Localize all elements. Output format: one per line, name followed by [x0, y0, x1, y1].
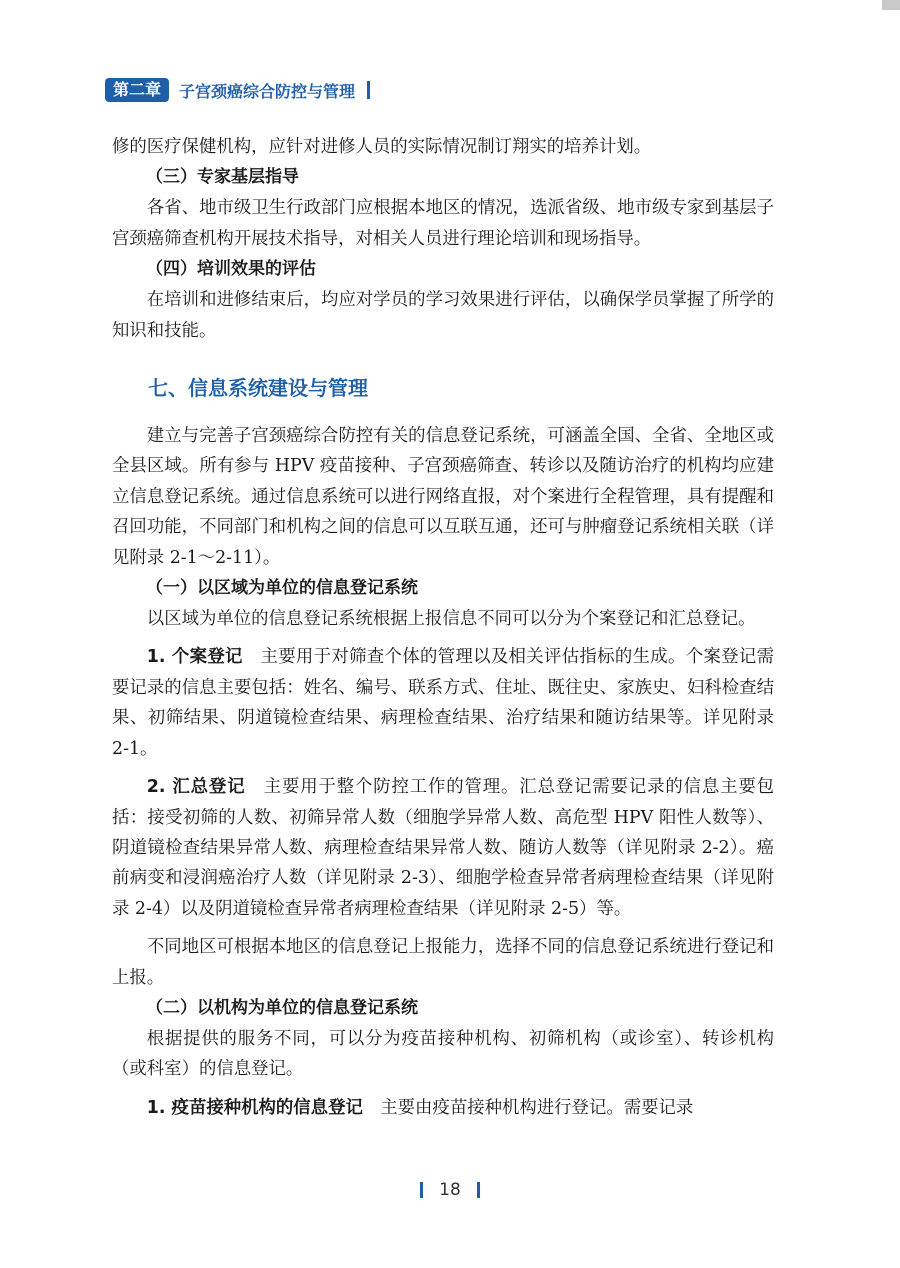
paragraph-regional-choice: 不同地区可根据本地区的信息登记上报能力，选择不同的信息登记系统进行登记和上报。 — [112, 937, 774, 988]
subheading-regional-system: （一）以区域为单位的信息登记系统 — [146, 578, 418, 599]
page-footer — [0, 1180, 900, 1200]
paragraph-training-evaluation: 在培训和进修结束后，均应对学员的学习效果进行评估，以确保学员掌握了所学的知识和技能。 — [112, 290, 774, 341]
text-vaccination-registration: 主要由疫苗接种机构进行登记。需要记录 — [380, 1097, 694, 1118]
subheading-expert-guidance: （三）专家基层指导 — [146, 167, 299, 188]
page-body — [112, 132, 774, 1123]
term-summary-registration: 2. 汇总登记 — [146, 777, 246, 798]
footer-bar-right — [477, 1182, 480, 1198]
chapter-title: 子宫颈癌综合防控与管理 — [179, 81, 356, 101]
paragraph-information-system: 建立与完善子宫颈癌综合防控有关的信息登记系统，可涵盖全国、全省、全地区或全县区域。所有参与 HPV 疫苗接种、子宫颈癌筛查、转诊以及随访治疗的机构均应建立信息登记系统。通过信息系统可以进行网络直报，对个案进行全程管理，具有提醒和召回功能，不同部门和机构之间的信息可以互联互通，还可与肿瘤登记系统相关联（详见附录 2-1～2-11）。 — [112, 426, 774, 568]
footer-bar-left — [420, 1182, 423, 1198]
text-summary-registration: 主要用于整个防控工作的管理。汇总登记需要记录的信息主要包括：接受初筛的人数、初筛异常人数（细胞学异常人数、高危型 HPV 阳性人数等）、阴道镜检查结果异常人数、病理检查结果异常人数、随访人数等（详见附录 2-2）。癌前病变和浸润癌治疗人数（详见附录 2-3）、细胞学检查异常者病理检查结果（详见附录 2-4）以及阴道镜检查异常者病理检查结果（详见附录 2-5）等。 — [112, 777, 774, 919]
page-number: 18 — [439, 1180, 461, 1200]
subheading-institution-system: （二）以机构为单位的信息登记系统 — [146, 997, 418, 1018]
paragraph-summary-registration — [112, 772, 774, 924]
page-corner-mark — [882, 0, 900, 10]
paragraph-continuation: 修的医疗保健机构，应针对进修人员的实际情况制订翔实的培养计划。 — [112, 137, 652, 157]
paragraph-expert-guidance: 各省、地市级卫生行政部门应根据本地区的情况，选派省级、地市级专家到基层子宫颈癌筛查机构开展技术指导，对相关人员进行理论培训和现场指导。 — [112, 198, 774, 249]
header-divider — [367, 81, 370, 99]
paragraph-vaccination-registration — [112, 1093, 774, 1123]
subheading-training-evaluation: （四）培训效果的评估 — [146, 259, 316, 280]
section-heading-information-system: 七、信息系统建设与管理 — [148, 376, 368, 401]
term-case-registration: 1. 个案登记 — [146, 647, 243, 668]
text-case-registration: 主要用于对筛查个体的管理以及相关评估指标的生成。个案登记需要记录的信息主要包括：姓名、编号、联系方式、住址、既往史、家族史、妇科检查结果、初筛结果、阴道镜检查结果、病理检查结果、治疗结果和随访结果等。详见附录 2-1。 — [112, 647, 774, 759]
term-vaccination-registration: 1. 疫苗接种机构的信息登记 — [146, 1097, 363, 1118]
paragraph-case-registration — [112, 642, 774, 764]
paragraph-institution-system: 根据提供的服务不同，可以分为疫苗接种机构、初筛机构（或诊室）、转诊机构（或科室）的信息登记。 — [112, 1028, 774, 1080]
chapter-badge: 第二章 — [105, 78, 169, 102]
running-header — [105, 78, 370, 102]
paragraph-regional-system: 以区域为单位的信息登记系统根据上报信息不同可以分为个案登记和汇总登记。 — [146, 609, 756, 630]
